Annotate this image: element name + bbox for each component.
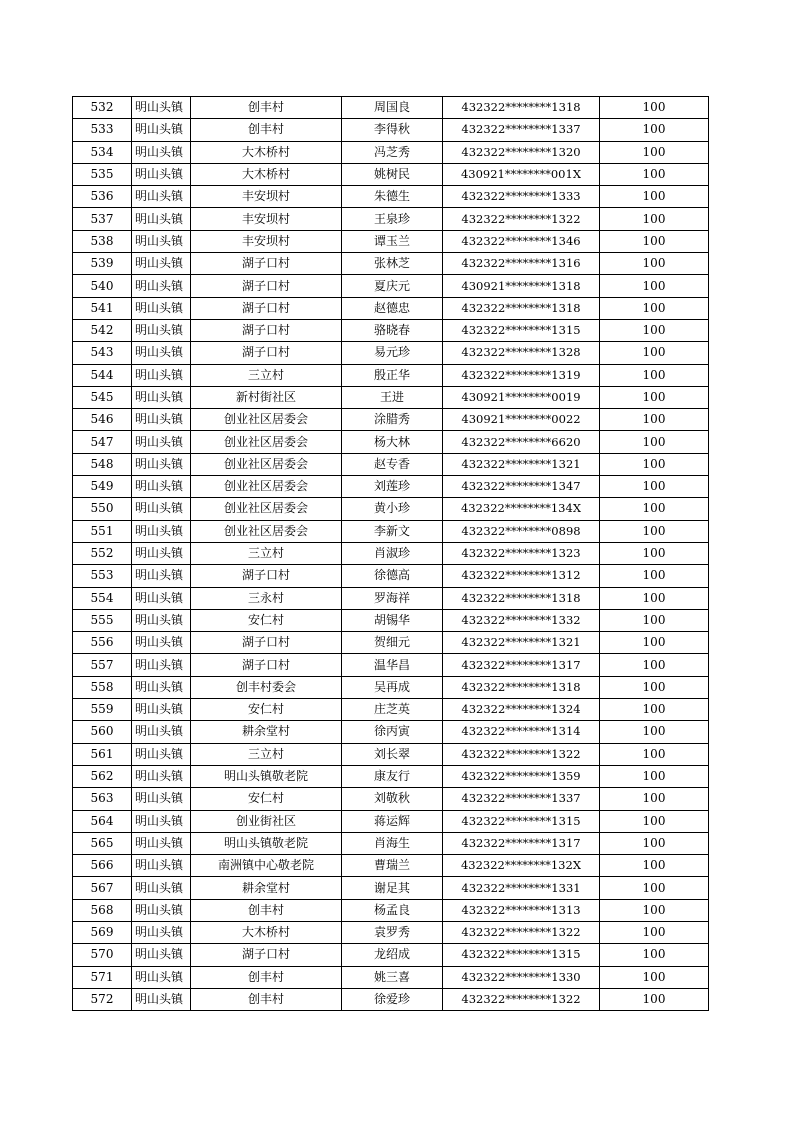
id-number-cell: 432322********1315 — [443, 810, 600, 832]
town-cell: 明山头镇 — [132, 208, 191, 230]
town-cell: 明山头镇 — [132, 230, 191, 252]
table-row — [73, 275, 709, 297]
row-number: 559 — [73, 699, 132, 721]
row-number: 552 — [73, 542, 132, 564]
name-cell: 吴再成 — [342, 676, 443, 698]
amount-cell: 100 — [600, 877, 709, 899]
amount-cell: 100 — [600, 587, 709, 609]
row-number: 539 — [73, 253, 132, 275]
amount-cell: 100 — [600, 788, 709, 810]
table-row — [73, 319, 709, 341]
id-number-cell: 432322********132X — [443, 855, 600, 877]
amount-cell: 100 — [600, 498, 709, 520]
table-row — [73, 342, 709, 364]
town-cell: 明山头镇 — [132, 855, 191, 877]
amount-cell: 100 — [600, 342, 709, 364]
town-cell: 明山头镇 — [132, 498, 191, 520]
town-cell: 明山头镇 — [132, 275, 191, 297]
town-cell: 明山头镇 — [132, 810, 191, 832]
row-number: 532 — [73, 97, 132, 119]
id-number-cell: 432322********0898 — [443, 520, 600, 542]
records-table — [72, 96, 709, 1011]
table-row — [73, 542, 709, 564]
id-number-cell: 432322********1313 — [443, 899, 600, 921]
name-cell: 刘长翠 — [342, 743, 443, 765]
village-cell: 三立村 — [191, 364, 342, 386]
village-cell: 丰安坝村 — [191, 186, 342, 208]
village-cell: 湖子口村 — [191, 342, 342, 364]
row-number: 565 — [73, 832, 132, 854]
name-cell: 袁罗秀 — [342, 921, 443, 943]
amount-cell: 100 — [600, 476, 709, 498]
id-number-cell: 432322********1316 — [443, 253, 600, 275]
table-row — [73, 141, 709, 163]
town-cell: 明山头镇 — [132, 877, 191, 899]
name-cell: 骆晓春 — [342, 319, 443, 341]
name-cell: 殷正华 — [342, 364, 443, 386]
id-number-cell: 432322********1321 — [443, 453, 600, 475]
name-cell: 易元珍 — [342, 342, 443, 364]
name-cell: 黄小珍 — [342, 498, 443, 520]
village-cell: 明山头镇敬老院 — [191, 765, 342, 787]
village-cell: 丰安坝村 — [191, 230, 342, 252]
amount-cell: 100 — [600, 632, 709, 654]
town-cell: 明山头镇 — [132, 431, 191, 453]
town-cell: 明山头镇 — [132, 832, 191, 854]
name-cell: 罗海祥 — [342, 587, 443, 609]
name-cell: 谢足其 — [342, 877, 443, 899]
town-cell: 明山头镇 — [132, 609, 191, 631]
table-row — [73, 944, 709, 966]
amount-cell: 100 — [600, 654, 709, 676]
amount-cell: 100 — [600, 253, 709, 275]
name-cell: 周国良 — [342, 97, 443, 119]
village-cell: 三立村 — [191, 542, 342, 564]
village-cell: 创业社区居委会 — [191, 409, 342, 431]
table-row — [73, 97, 709, 119]
name-cell: 温华昌 — [342, 654, 443, 676]
id-number-cell: 432322********1324 — [443, 699, 600, 721]
town-cell: 明山头镇 — [132, 988, 191, 1010]
village-cell: 湖子口村 — [191, 632, 342, 654]
row-number: 542 — [73, 319, 132, 341]
village-cell: 创丰村 — [191, 119, 342, 141]
amount-cell: 100 — [600, 431, 709, 453]
id-number-cell: 432322********1317 — [443, 832, 600, 854]
town-cell: 明山头镇 — [132, 97, 191, 119]
id-number-cell: 432322********1320 — [443, 141, 600, 163]
town-cell: 明山头镇 — [132, 899, 191, 921]
amount-cell: 100 — [600, 386, 709, 408]
town-cell: 明山头镇 — [132, 542, 191, 564]
name-cell: 庄芝英 — [342, 699, 443, 721]
village-cell: 创业社区居委会 — [191, 431, 342, 453]
name-cell: 姚三喜 — [342, 966, 443, 988]
row-number: 536 — [73, 186, 132, 208]
row-number: 546 — [73, 409, 132, 431]
table-row — [73, 476, 709, 498]
village-cell: 创业社区居委会 — [191, 498, 342, 520]
id-number-cell: 432322********1321 — [443, 632, 600, 654]
row-number: 568 — [73, 899, 132, 921]
town-cell: 明山头镇 — [132, 765, 191, 787]
town-cell: 明山头镇 — [132, 119, 191, 141]
town-cell: 明山头镇 — [132, 721, 191, 743]
table-row — [73, 921, 709, 943]
name-cell: 姚树民 — [342, 163, 443, 185]
name-cell: 涂腊秀 — [342, 409, 443, 431]
id-number-cell: 430921********0022 — [443, 409, 600, 431]
town-cell: 明山头镇 — [132, 386, 191, 408]
row-number: 540 — [73, 275, 132, 297]
id-number-cell: 432322********1318 — [443, 97, 600, 119]
id-number-cell: 432322********1346 — [443, 230, 600, 252]
row-number: 564 — [73, 810, 132, 832]
village-cell: 南洲镇中心敬老院 — [191, 855, 342, 877]
row-number: 570 — [73, 944, 132, 966]
table-row — [73, 208, 709, 230]
table-row — [73, 587, 709, 609]
row-number: 562 — [73, 765, 132, 787]
name-cell: 曹瑞兰 — [342, 855, 443, 877]
town-cell: 明山头镇 — [132, 253, 191, 275]
town-cell: 明山头镇 — [132, 921, 191, 943]
town-cell: 明山头镇 — [132, 632, 191, 654]
village-cell: 耕余堂村 — [191, 877, 342, 899]
village-cell: 三立村 — [191, 743, 342, 765]
table-row — [73, 297, 709, 319]
town-cell: 明山头镇 — [132, 699, 191, 721]
row-number: 554 — [73, 587, 132, 609]
village-cell: 创业社区居委会 — [191, 453, 342, 475]
row-number: 566 — [73, 855, 132, 877]
amount-cell: 100 — [600, 855, 709, 877]
village-cell: 耕余堂村 — [191, 721, 342, 743]
id-number-cell: 432322********1318 — [443, 587, 600, 609]
name-cell: 刘敬秋 — [342, 788, 443, 810]
amount-cell: 100 — [600, 765, 709, 787]
amount-cell: 100 — [600, 966, 709, 988]
amount-cell: 100 — [600, 297, 709, 319]
name-cell: 杨大林 — [342, 431, 443, 453]
town-cell: 明山头镇 — [132, 966, 191, 988]
village-cell: 创丰村 — [191, 988, 342, 1010]
table-row — [73, 632, 709, 654]
table-row — [73, 832, 709, 854]
id-number-cell: 432322********134X — [443, 498, 600, 520]
village-cell: 新村街社区 — [191, 386, 342, 408]
row-number: 557 — [73, 654, 132, 676]
table-row — [73, 253, 709, 275]
name-cell: 肖淑珍 — [342, 542, 443, 564]
name-cell: 朱德生 — [342, 186, 443, 208]
amount-cell: 100 — [600, 810, 709, 832]
table-row — [73, 899, 709, 921]
name-cell: 胡锡华 — [342, 609, 443, 631]
table-row — [73, 699, 709, 721]
id-number-cell: 432322********1323 — [443, 542, 600, 564]
row-number: 547 — [73, 431, 132, 453]
table-row — [73, 765, 709, 787]
id-number-cell: 430921********1318 — [443, 275, 600, 297]
row-number: 533 — [73, 119, 132, 141]
row-number: 543 — [73, 342, 132, 364]
village-cell: 湖子口村 — [191, 297, 342, 319]
town-cell: 明山头镇 — [132, 141, 191, 163]
village-cell: 创业社区居委会 — [191, 476, 342, 498]
id-number-cell: 432322********1318 — [443, 676, 600, 698]
name-cell: 赵德忠 — [342, 297, 443, 319]
village-cell: 丰安坝村 — [191, 208, 342, 230]
table-row — [73, 119, 709, 141]
id-number-cell: 432322********1322 — [443, 208, 600, 230]
name-cell: 徐德高 — [342, 565, 443, 587]
village-cell: 创业社区居委会 — [191, 520, 342, 542]
amount-cell: 100 — [600, 275, 709, 297]
village-cell: 湖子口村 — [191, 565, 342, 587]
row-number: 545 — [73, 386, 132, 408]
id-number-cell: 432322********1315 — [443, 319, 600, 341]
village-cell: 湖子口村 — [191, 654, 342, 676]
village-cell: 湖子口村 — [191, 275, 342, 297]
amount-cell: 100 — [600, 988, 709, 1010]
town-cell: 明山头镇 — [132, 476, 191, 498]
row-number: 572 — [73, 988, 132, 1010]
records-table-body — [73, 97, 709, 1011]
amount-cell: 100 — [600, 542, 709, 564]
town-cell: 明山头镇 — [132, 364, 191, 386]
row-number: 561 — [73, 743, 132, 765]
amount-cell: 100 — [600, 944, 709, 966]
table-row — [73, 498, 709, 520]
town-cell: 明山头镇 — [132, 163, 191, 185]
id-number-cell: 432322********6620 — [443, 431, 600, 453]
amount-cell: 100 — [600, 721, 709, 743]
amount-cell: 100 — [600, 676, 709, 698]
name-cell: 康友行 — [342, 765, 443, 787]
row-number: 537 — [73, 208, 132, 230]
id-number-cell: 432322********1315 — [443, 944, 600, 966]
amount-cell: 100 — [600, 208, 709, 230]
row-number: 551 — [73, 520, 132, 542]
table-row — [73, 163, 709, 185]
row-number: 571 — [73, 966, 132, 988]
row-number: 569 — [73, 921, 132, 943]
row-number: 549 — [73, 476, 132, 498]
row-number: 563 — [73, 788, 132, 810]
id-number-cell: 432322********1337 — [443, 788, 600, 810]
row-number: 541 — [73, 297, 132, 319]
amount-cell: 100 — [600, 699, 709, 721]
table-row — [73, 609, 709, 631]
row-number: 544 — [73, 364, 132, 386]
amount-cell: 100 — [600, 921, 709, 943]
table-row — [73, 743, 709, 765]
row-number: 550 — [73, 498, 132, 520]
amount-cell: 100 — [600, 453, 709, 475]
village-cell: 创丰村 — [191, 966, 342, 988]
id-number-cell: 430921********0019 — [443, 386, 600, 408]
town-cell: 明山头镇 — [132, 944, 191, 966]
id-number-cell: 432322********1318 — [443, 297, 600, 319]
row-number: 555 — [73, 609, 132, 631]
row-number: 538 — [73, 230, 132, 252]
table-row — [73, 453, 709, 475]
name-cell: 冯芝秀 — [342, 141, 443, 163]
name-cell: 王泉珍 — [342, 208, 443, 230]
amount-cell: 100 — [600, 364, 709, 386]
table-row — [73, 988, 709, 1010]
town-cell: 明山头镇 — [132, 587, 191, 609]
amount-cell: 100 — [600, 520, 709, 542]
town-cell: 明山头镇 — [132, 654, 191, 676]
id-number-cell: 432322********1322 — [443, 988, 600, 1010]
amount-cell: 100 — [600, 119, 709, 141]
village-cell: 大木桥村 — [191, 141, 342, 163]
name-cell: 杨孟良 — [342, 899, 443, 921]
name-cell: 赵专香 — [342, 453, 443, 475]
amount-cell: 100 — [600, 409, 709, 431]
name-cell: 李得秋 — [342, 119, 443, 141]
table-row — [73, 855, 709, 877]
village-cell: 安仁村 — [191, 609, 342, 631]
id-number-cell: 432322********1347 — [443, 476, 600, 498]
table-row — [73, 230, 709, 252]
name-cell: 谭玉兰 — [342, 230, 443, 252]
amount-cell: 100 — [600, 230, 709, 252]
id-number-cell: 432322********1314 — [443, 721, 600, 743]
town-cell: 明山头镇 — [132, 676, 191, 698]
amount-cell: 100 — [600, 609, 709, 631]
table-row — [73, 520, 709, 542]
table-row — [73, 877, 709, 899]
amount-cell: 100 — [600, 832, 709, 854]
row-number: 535 — [73, 163, 132, 185]
town-cell: 明山头镇 — [132, 565, 191, 587]
table-row — [73, 788, 709, 810]
id-number-cell: 432322********1332 — [443, 609, 600, 631]
village-cell: 湖子口村 — [191, 944, 342, 966]
village-cell: 三永村 — [191, 587, 342, 609]
name-cell: 王进 — [342, 386, 443, 408]
table-row — [73, 431, 709, 453]
village-cell: 创业街社区 — [191, 810, 342, 832]
name-cell: 肖海生 — [342, 832, 443, 854]
id-number-cell: 432322********1337 — [443, 119, 600, 141]
table-row — [73, 810, 709, 832]
amount-cell: 100 — [600, 565, 709, 587]
village-cell: 创丰村委会 — [191, 676, 342, 698]
name-cell: 徐爱珍 — [342, 988, 443, 1010]
name-cell: 蒋运辉 — [342, 810, 443, 832]
id-number-cell: 432322********1322 — [443, 921, 600, 943]
table-row — [73, 186, 709, 208]
village-cell: 安仁村 — [191, 788, 342, 810]
table-row — [73, 409, 709, 431]
town-cell: 明山头镇 — [132, 743, 191, 765]
table-row — [73, 386, 709, 408]
amount-cell: 100 — [600, 186, 709, 208]
id-number-cell: 432322********1312 — [443, 565, 600, 587]
name-cell: 张林芝 — [342, 253, 443, 275]
id-number-cell: 432322********1331 — [443, 877, 600, 899]
id-number-cell: 432322********1319 — [443, 364, 600, 386]
town-cell: 明山头镇 — [132, 453, 191, 475]
town-cell: 明山头镇 — [132, 186, 191, 208]
village-cell: 大木桥村 — [191, 163, 342, 185]
table-row — [73, 565, 709, 587]
row-number: 556 — [73, 632, 132, 654]
id-number-cell: 432322********1359 — [443, 765, 600, 787]
village-cell: 安仁村 — [191, 699, 342, 721]
village-cell: 明山头镇敬老院 — [191, 832, 342, 854]
amount-cell: 100 — [600, 319, 709, 341]
name-cell: 刘莲珍 — [342, 476, 443, 498]
amount-cell: 100 — [600, 141, 709, 163]
town-cell: 明山头镇 — [132, 297, 191, 319]
village-cell: 创丰村 — [191, 97, 342, 119]
row-number: 553 — [73, 565, 132, 587]
row-number: 558 — [73, 676, 132, 698]
town-cell: 明山头镇 — [132, 342, 191, 364]
amount-cell: 100 — [600, 743, 709, 765]
amount-cell: 100 — [600, 163, 709, 185]
village-cell: 湖子口村 — [191, 253, 342, 275]
amount-cell: 100 — [600, 97, 709, 119]
table-row — [73, 721, 709, 743]
row-number: 567 — [73, 877, 132, 899]
amount-cell: 100 — [600, 899, 709, 921]
name-cell: 夏庆元 — [342, 275, 443, 297]
table-row — [73, 966, 709, 988]
id-number-cell: 430921********001X — [443, 163, 600, 185]
id-number-cell: 432322********1322 — [443, 743, 600, 765]
name-cell: 龙绍成 — [342, 944, 443, 966]
village-cell: 大木桥村 — [191, 921, 342, 943]
id-number-cell: 432322********1328 — [443, 342, 600, 364]
name-cell: 徐丙寅 — [342, 721, 443, 743]
table-row — [73, 654, 709, 676]
town-cell: 明山头镇 — [132, 788, 191, 810]
row-number: 560 — [73, 721, 132, 743]
town-cell: 明山头镇 — [132, 409, 191, 431]
row-number: 548 — [73, 453, 132, 475]
town-cell: 明山头镇 — [132, 319, 191, 341]
table-row — [73, 676, 709, 698]
name-cell: 李新文 — [342, 520, 443, 542]
town-cell: 明山头镇 — [132, 520, 191, 542]
id-number-cell: 432322********1330 — [443, 966, 600, 988]
id-number-cell: 432322********1333 — [443, 186, 600, 208]
id-number-cell: 432322********1317 — [443, 654, 600, 676]
name-cell: 贺细元 — [342, 632, 443, 654]
row-number: 534 — [73, 141, 132, 163]
village-cell: 创丰村 — [191, 899, 342, 921]
village-cell: 湖子口村 — [191, 319, 342, 341]
table-row — [73, 364, 709, 386]
